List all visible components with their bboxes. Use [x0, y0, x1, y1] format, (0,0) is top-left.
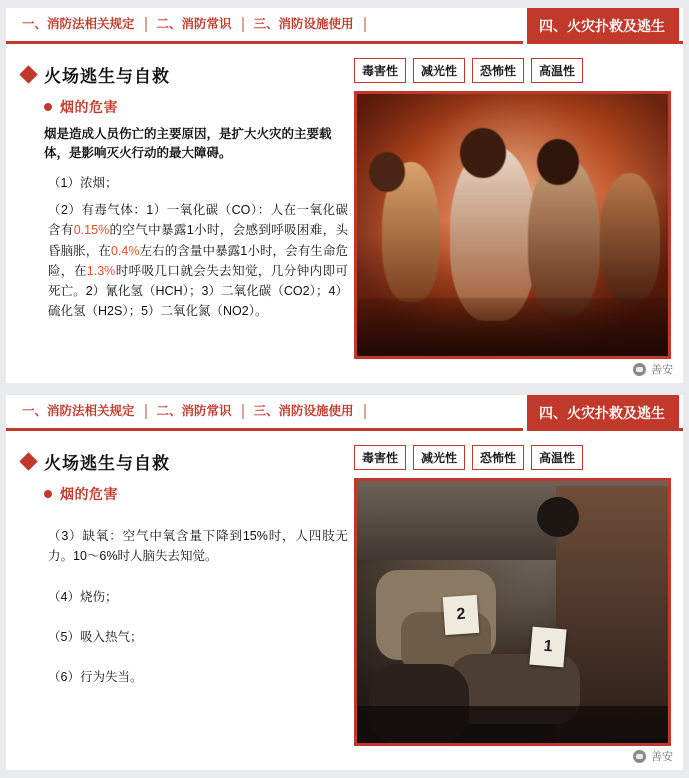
- slide-2-heading: 火场逃生与自救: [44, 454, 170, 473]
- tag-light-reduction: 减光性: [413, 58, 465, 83]
- tag-high-temperature: 高温性: [531, 445, 583, 470]
- slide-2-subheading: 烟的危害: [60, 486, 118, 502]
- slide-1-photo: [354, 91, 671, 359]
- nav-active-wrapper: [523, 395, 683, 431]
- slide-2-photo: [354, 478, 671, 746]
- tag-high-temperature: 高温性: [531, 58, 583, 83]
- slide-1-body: [6, 44, 683, 383]
- slide-1-watermark: [633, 361, 673, 377]
- evidence-marker-1: 1: [530, 626, 567, 667]
- slide-1-tag-row: [354, 58, 671, 83]
- slide-2-watermark: [633, 748, 673, 764]
- nav-item-1[interactable]: 二、消防常识: [156, 404, 232, 418]
- slide-1-subheading-row: [44, 97, 348, 117]
- slide-1-text-column: [16, 54, 348, 377]
- watermark-label: 善安: [651, 364, 673, 376]
- tag-light-reduction: 减光性: [413, 445, 465, 470]
- slide-2-navbar: [6, 395, 683, 431]
- slide-1-media-column: [348, 54, 671, 377]
- slide-1-paragraph-0: （1）浓烟；: [48, 175, 118, 190]
- slide-1-heading-row: [22, 62, 348, 87]
- slide-2-text-column: [16, 441, 348, 764]
- nav-item-1[interactable]: 二、消防常识: [156, 17, 232, 31]
- nav-item-active[interactable]: 四、火灾扑救及逃生: [523, 395, 679, 431]
- slide-2-heading-row: [22, 449, 348, 474]
- nav-item-list: [6, 395, 523, 428]
- nav-item-2[interactable]: 三、消防设施使用: [253, 404, 354, 418]
- nav-active-wrapper: [523, 8, 683, 44]
- slide-2: [6, 395, 683, 770]
- slide-1-navbar: [6, 8, 683, 44]
- dot-bullet-icon: [44, 490, 52, 498]
- nav-item-list: [6, 8, 523, 41]
- slide-2-paragraph-2: （5）吸入热气；: [48, 629, 143, 644]
- nav-item-0[interactable]: 一、消防法相关规定: [22, 404, 135, 418]
- tag-toxicity: 毒害性: [354, 445, 406, 470]
- nav-item-active[interactable]: 四、火灾扑救及逃生: [523, 8, 679, 44]
- tag-toxicity: 毒害性: [354, 58, 406, 83]
- dot-bullet-icon: [44, 103, 52, 111]
- tag-fear: 恐怖性: [472, 58, 524, 83]
- slide-1-subheading: 烟的危害: [60, 99, 118, 115]
- nav-separator: [364, 404, 366, 419]
- slide-1-lead-text: 烟是造成人员伤亡的主要原因，是扩大火灾的主要载体，是影响灭火行动的最大障碍。: [44, 127, 332, 161]
- evidence-marker-2: 2: [443, 595, 480, 635]
- watermark-label: 善安: [651, 751, 673, 763]
- slide-1-heading: 火场逃生与自救: [44, 67, 170, 86]
- wechat-account-icon: [633, 750, 646, 763]
- slide-2-tag-row: [354, 445, 671, 470]
- tag-fear: 恐怖性: [472, 445, 524, 470]
- nav-separator: [364, 17, 366, 32]
- slide-2-paragraph-1: （4）烧伤；: [48, 589, 118, 604]
- slide-2-subheading-row: [44, 484, 348, 504]
- wechat-account-icon: [633, 363, 646, 376]
- slide-2-paragraph-0: （3）缺氧：空气中氧含量下降到15%时，人四肢无力。10～6%时人脑失去知觉。: [48, 529, 348, 564]
- slide-2-media-column: [348, 441, 671, 764]
- nav-item-0[interactable]: 一、消防法相关规定: [22, 17, 135, 31]
- diamond-bullet-icon: [19, 65, 37, 83]
- diamond-bullet-icon: [19, 452, 37, 470]
- nav-item-2[interactable]: 三、消防设施使用: [253, 17, 354, 31]
- slide-1: [6, 8, 683, 383]
- slide-1-paragraph-1: （2）有毒气体：1）一氧化碳（CO）：人在一氧化碳含有0.15%的空气中暴露1小时，会感到呼吸困难，头昏脑胀，在0.4%左右的含量中暴露1小时，会有生命危险，在1.3%时呼吸几口就会失去知觉，几分钟内即可死亡。2）氰化氢（HCH）；3）二氧化碳（CO2）；4）硫化氢（H2S）；5）二氧化氮（NO2）。: [48, 203, 348, 319]
- slide-2-paragraph-3: （6）行为失当。: [48, 670, 143, 684]
- slide-2-body: [6, 431, 683, 770]
